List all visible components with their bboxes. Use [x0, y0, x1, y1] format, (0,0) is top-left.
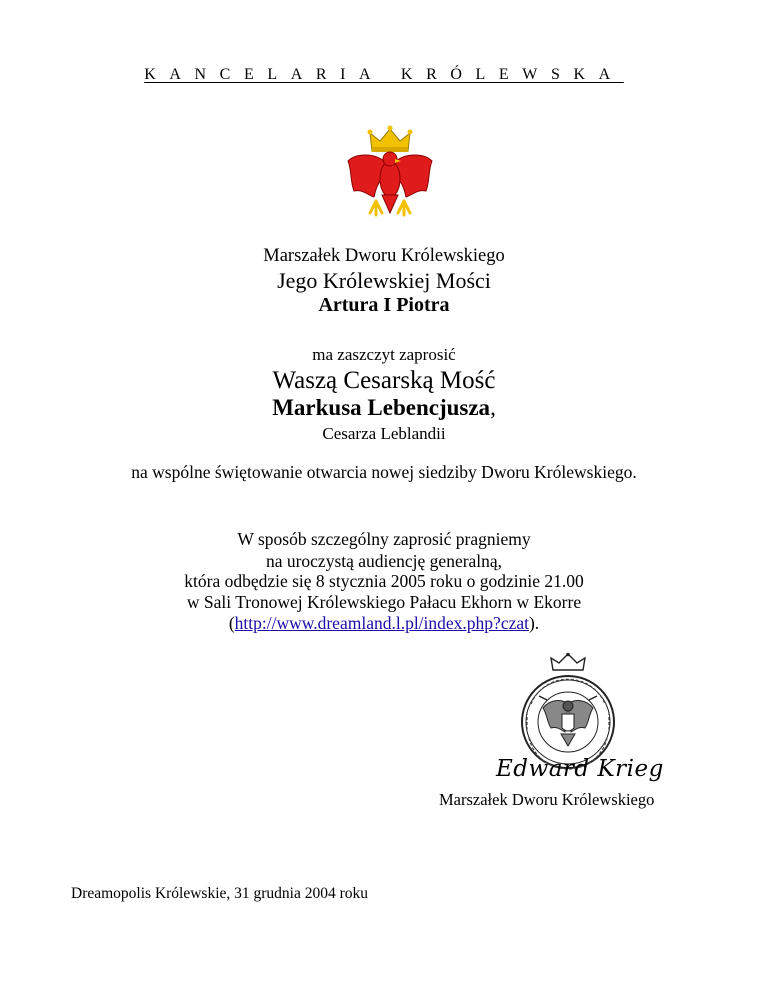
chat-link[interactable]: http://www.dreamland.l.pl/index.php?czat: [234, 613, 529, 633]
chancellery-header: [0, 66, 768, 84]
link-paren-close: ).: [528, 613, 540, 633]
royal-seal-icon: [509, 652, 627, 770]
addressee-line: [0, 395, 768, 421]
majesty-line: Jego Królewskiej Mości: [277, 268, 491, 293]
signature-name: Edward Krieg: [496, 756, 664, 782]
details-line-1: W sposób szczególny zaprosić pragniemy: [237, 529, 531, 549]
details-line-2: na uroczystą audiencję generalną,: [265, 551, 503, 571]
addressee-role: Cesarza Leblandii: [322, 424, 446, 443]
addressee-comma: ,: [490, 395, 496, 420]
signature-role: Marszałek Dworu Królewskiego: [439, 790, 655, 809]
link-paren-open: (: [228, 613, 235, 633]
addressee-name: Markusa Lebencjusza: [272, 395, 491, 420]
addressee-title: Waszą Cesarską Mość: [272, 367, 496, 394]
honor-line: ma zaszczyt zaprosić: [312, 345, 456, 364]
crowned-eagle-icon: [344, 125, 436, 225]
details-line-3: która odbędzie się 8 stycznia 2005 roku o godzinie 21.00: [184, 571, 584, 591]
king-name: Artura I Piotra: [318, 294, 450, 316]
office-title: Marszałek Dworu Królewskiego: [263, 246, 505, 266]
details-link-line: [0, 612, 768, 634]
header-title: KANCELARIA KRÓLEWSKA: [144, 66, 624, 83]
occasion-line: na wspólne świętowanie otwarcia nowej siedziby Dworu Królewskiego.: [131, 462, 637, 482]
place-date: Dreamopolis Królewskie, 31 grudnia 2004 roku: [71, 885, 369, 902]
details-line-4: w Sali Tronowej Królewskiego Pałacu Ekhorn w Ekorre: [186, 592, 582, 612]
